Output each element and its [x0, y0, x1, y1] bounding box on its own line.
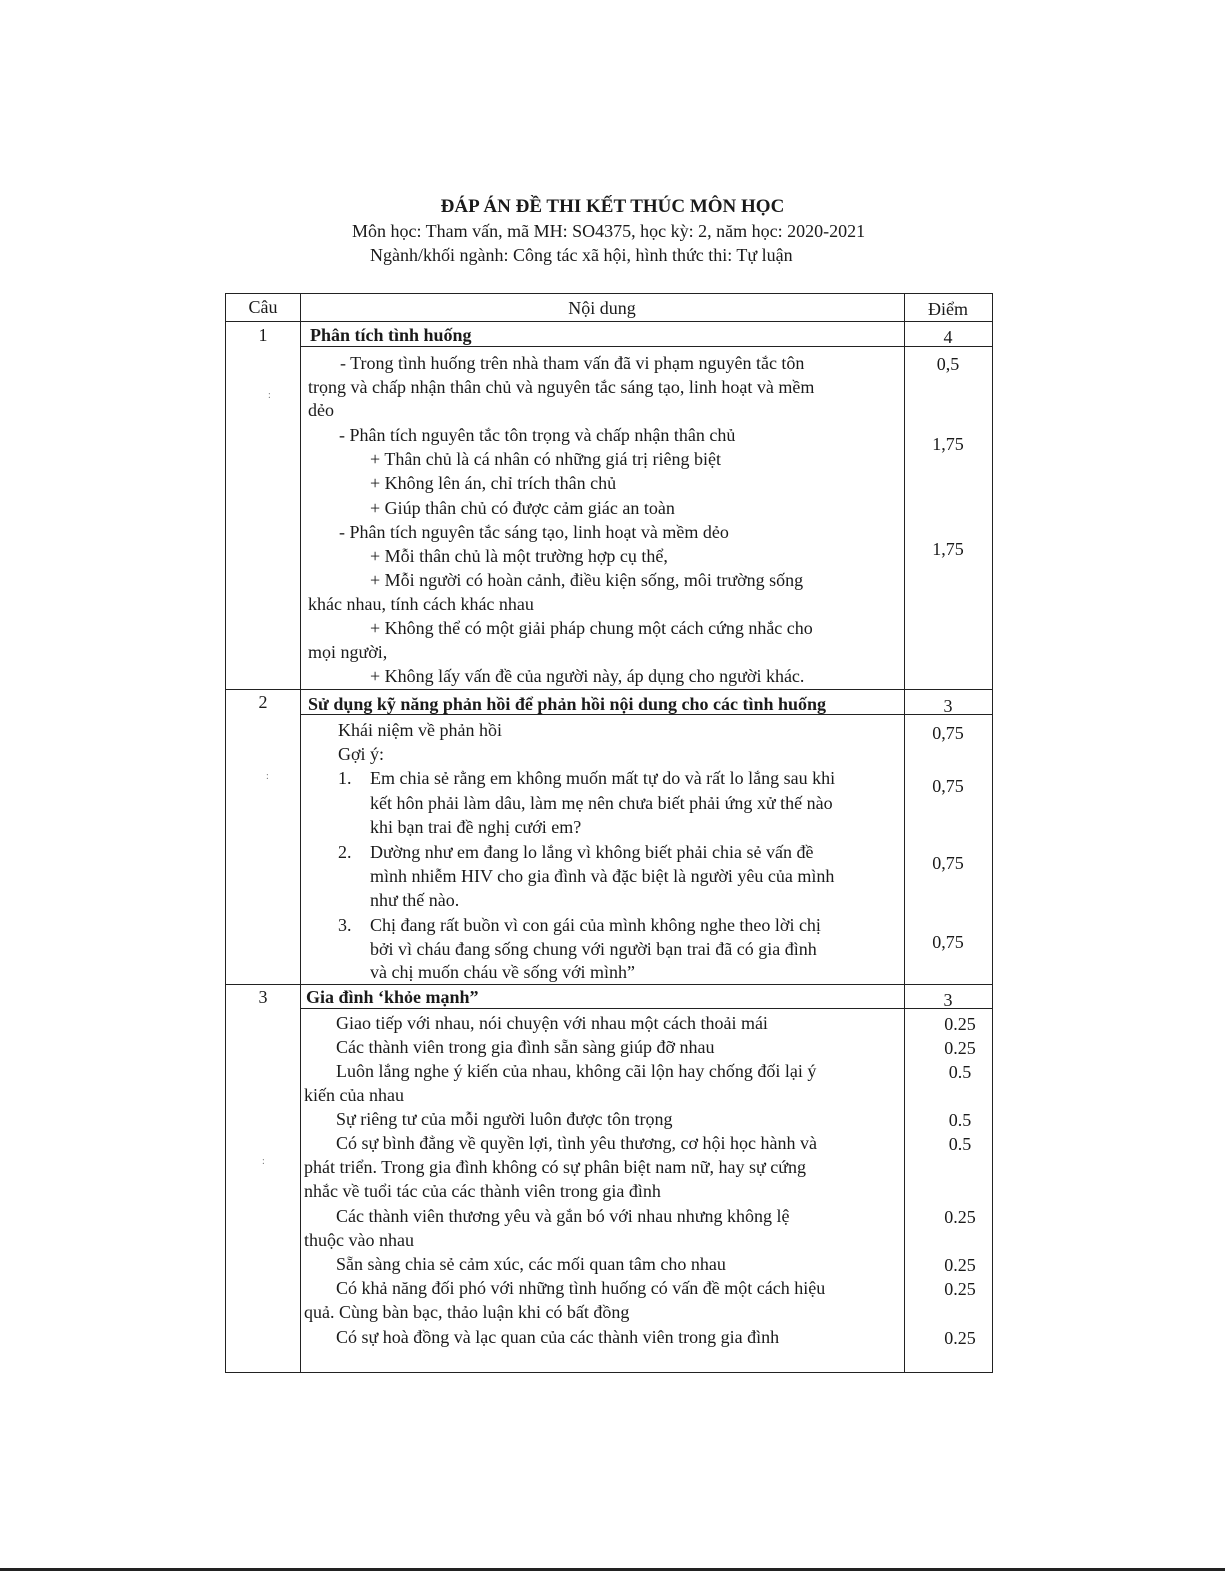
- program-info: Ngành/khối ngành: Công tác xã hội, hình thức thi: Tự luận: [370, 245, 793, 265]
- content-line: kiến của nhau: [304, 1085, 404, 1105]
- content-line: khác nhau, tính cách khác nhau: [308, 594, 534, 614]
- question-points: 3: [943, 990, 953, 1010]
- content-line: Em chia sẻ rằng em không muốn mất tự do và rất lo lắng sau khi: [370, 768, 836, 788]
- content-line: mình nhiễm HIV cho gia đình và đặc biệt là người yêu của mình: [370, 866, 835, 886]
- question-points: 3: [943, 696, 953, 716]
- content-line: nhắc về tuổi tác của các thành viên trong gia đình: [304, 1181, 661, 1201]
- content-line: + Mỗi người có hoàn cảnh, điều kiện sống, môi trường sống: [370, 570, 804, 590]
- content-line: bởi vì cháu đang sống chung với người bạn trai đã có gia đình: [370, 939, 817, 959]
- content-line: - Phân tích nguyên tắc sáng tạo, linh hoạt và mềm dẻo: [339, 522, 729, 542]
- score: 0.25: [944, 1207, 976, 1227]
- content-line: Giao tiếp với nhau, nói chuyện với nhau một cách thoải mái: [336, 1013, 768, 1033]
- subject-info: Môn học: Tham vấn, mã MH: SO4375, học kỳ: 2, năm học: 2020-2021: [352, 221, 866, 241]
- row-divider: [226, 321, 992, 322]
- header-cau: Câu: [248, 297, 278, 317]
- list-number: 2.: [338, 842, 352, 862]
- content-line: Gợi ý:: [338, 744, 385, 764]
- content-line: trọng và chấp nhận thân chủ và nguyên tắc sáng tạo, linh hoạt và mềm: [308, 377, 815, 397]
- list-number: 1.: [338, 768, 352, 788]
- content-line: Chị đang rất buồn vì con gái của mình không nghe theo lời chị: [370, 915, 821, 935]
- score: 0.25: [944, 1328, 976, 1348]
- content-line: Luôn lắng nghe ý kiến của nhau, không cãi lộn hay chống đối lại ý: [336, 1061, 817, 1081]
- content-line: + Không lấy vấn đề của người này, áp dụng cho người khác.: [370, 666, 805, 686]
- content-line: + Mỗi thân chủ là một trường hợp cụ thể,: [370, 546, 668, 566]
- content-line: phát triển. Trong gia đình không có sự phân biệt nam nữ, hay sự cứng: [304, 1157, 806, 1177]
- header-diem: Điểm: [928, 299, 968, 319]
- question-number: 3: [258, 987, 268, 1007]
- score: 0,75: [932, 776, 964, 796]
- score: 0,75: [932, 932, 964, 952]
- content-line: + Thân chủ là cá nhân có những giá trị riêng biệt: [370, 449, 721, 469]
- content-line: + Không thể có một giải pháp chung một cách cứng nhắc cho: [370, 618, 813, 638]
- score: 0,75: [932, 853, 964, 873]
- answer-table: [225, 293, 993, 1373]
- header-noi-dung: Nội dung: [568, 298, 636, 318]
- score: 0.5: [948, 1134, 972, 1154]
- content-line: Dường như em đang lo lắng vì không biết phải chia sẻ vấn đề: [370, 842, 814, 862]
- content-line: Các thành viên trong gia đình sẵn sàng giúp đỡ nhau: [336, 1037, 715, 1057]
- question-title: Phân tích tình huống: [310, 325, 472, 345]
- content-line: + Không lên án, chỉ trích thân chủ: [370, 473, 617, 493]
- content-line: Các thành viên thương yêu và gắn bó với nhau nhưng không lệ: [336, 1206, 790, 1226]
- scan-mark: :: [262, 1156, 265, 1167]
- scan-edge-line: [0, 1568, 1225, 1571]
- content-line: Sự riêng tư của mỗi người luôn được tôn trọng: [336, 1109, 673, 1129]
- content-line: kết hôn phải làm dâu, làm mẹ nên chưa biết phải ứng xử thế nào: [370, 793, 833, 813]
- content-line: Sẵn sàng chia sẻ cảm xúc, các mối quan tâm cho nhau: [336, 1254, 726, 1274]
- scan-mark: :: [268, 390, 271, 401]
- content-line: thuộc vào nhau: [304, 1230, 414, 1250]
- content-line: Có khả năng đối phó với những tình huống có vấn đề một cách hiệu: [336, 1278, 826, 1298]
- content-line: dẻo: [308, 400, 334, 420]
- content-line: - Trong tình huống trên nhà tham vấn đã vi phạm nguyên tắc tôn: [340, 353, 805, 373]
- scan-mark: :: [266, 771, 269, 782]
- score: 0.25: [944, 1038, 976, 1058]
- content-line: quả. Cùng bàn bạc, thảo luận khi có bất đồng: [304, 1302, 630, 1322]
- content-line: và chị muốn cháu về sống với mình”: [370, 962, 635, 982]
- column-divider: [904, 294, 905, 1372]
- score: 1,75: [932, 539, 964, 559]
- list-number: 3.: [338, 915, 352, 935]
- column-divider: [300, 294, 301, 1372]
- question-title: Gia đình ‘khỏe mạnh”: [306, 987, 479, 1007]
- content-line: mọi người,: [308, 642, 388, 662]
- score: 0.25: [944, 1255, 976, 1275]
- score: 0,75: [932, 723, 964, 743]
- document-title: ĐÁP ÁN ĐỀ THI KẾT THÚC MÔN HỌC: [440, 196, 785, 217]
- content-line: như thế nào.: [370, 890, 460, 910]
- content-line: - Phân tích nguyên tắc tôn trọng và chấp nhận thân chủ: [339, 425, 736, 445]
- score: 0.25: [944, 1279, 976, 1299]
- score: 0,5: [936, 354, 960, 374]
- content-line: Có sự hoà đồng và lạc quan của các thành viên trong gia đình: [336, 1327, 780, 1347]
- question-title: Sử dụng kỹ năng phản hồi để phản hồi nội dung cho các tình huống: [308, 694, 827, 714]
- content-line: Khái niệm về phản hồi: [338, 720, 502, 740]
- question-points: 4: [943, 327, 953, 347]
- content-line: Có sự bình đẳng về quyền lợi, tình yêu thương, cơ hội học hành và: [336, 1133, 817, 1153]
- score: 0.5: [948, 1110, 972, 1130]
- question-number: 1: [258, 325, 268, 345]
- score: 1,75: [932, 434, 964, 454]
- score: 0.5: [948, 1062, 972, 1082]
- question-number: 2: [258, 692, 268, 712]
- score: 0.25: [944, 1014, 976, 1034]
- content-line: + Giúp thân chủ có được cảm giác an toàn: [370, 498, 675, 518]
- row-divider: [226, 689, 992, 690]
- content-line: khi bạn trai đề nghị cưới em?: [370, 817, 582, 837]
